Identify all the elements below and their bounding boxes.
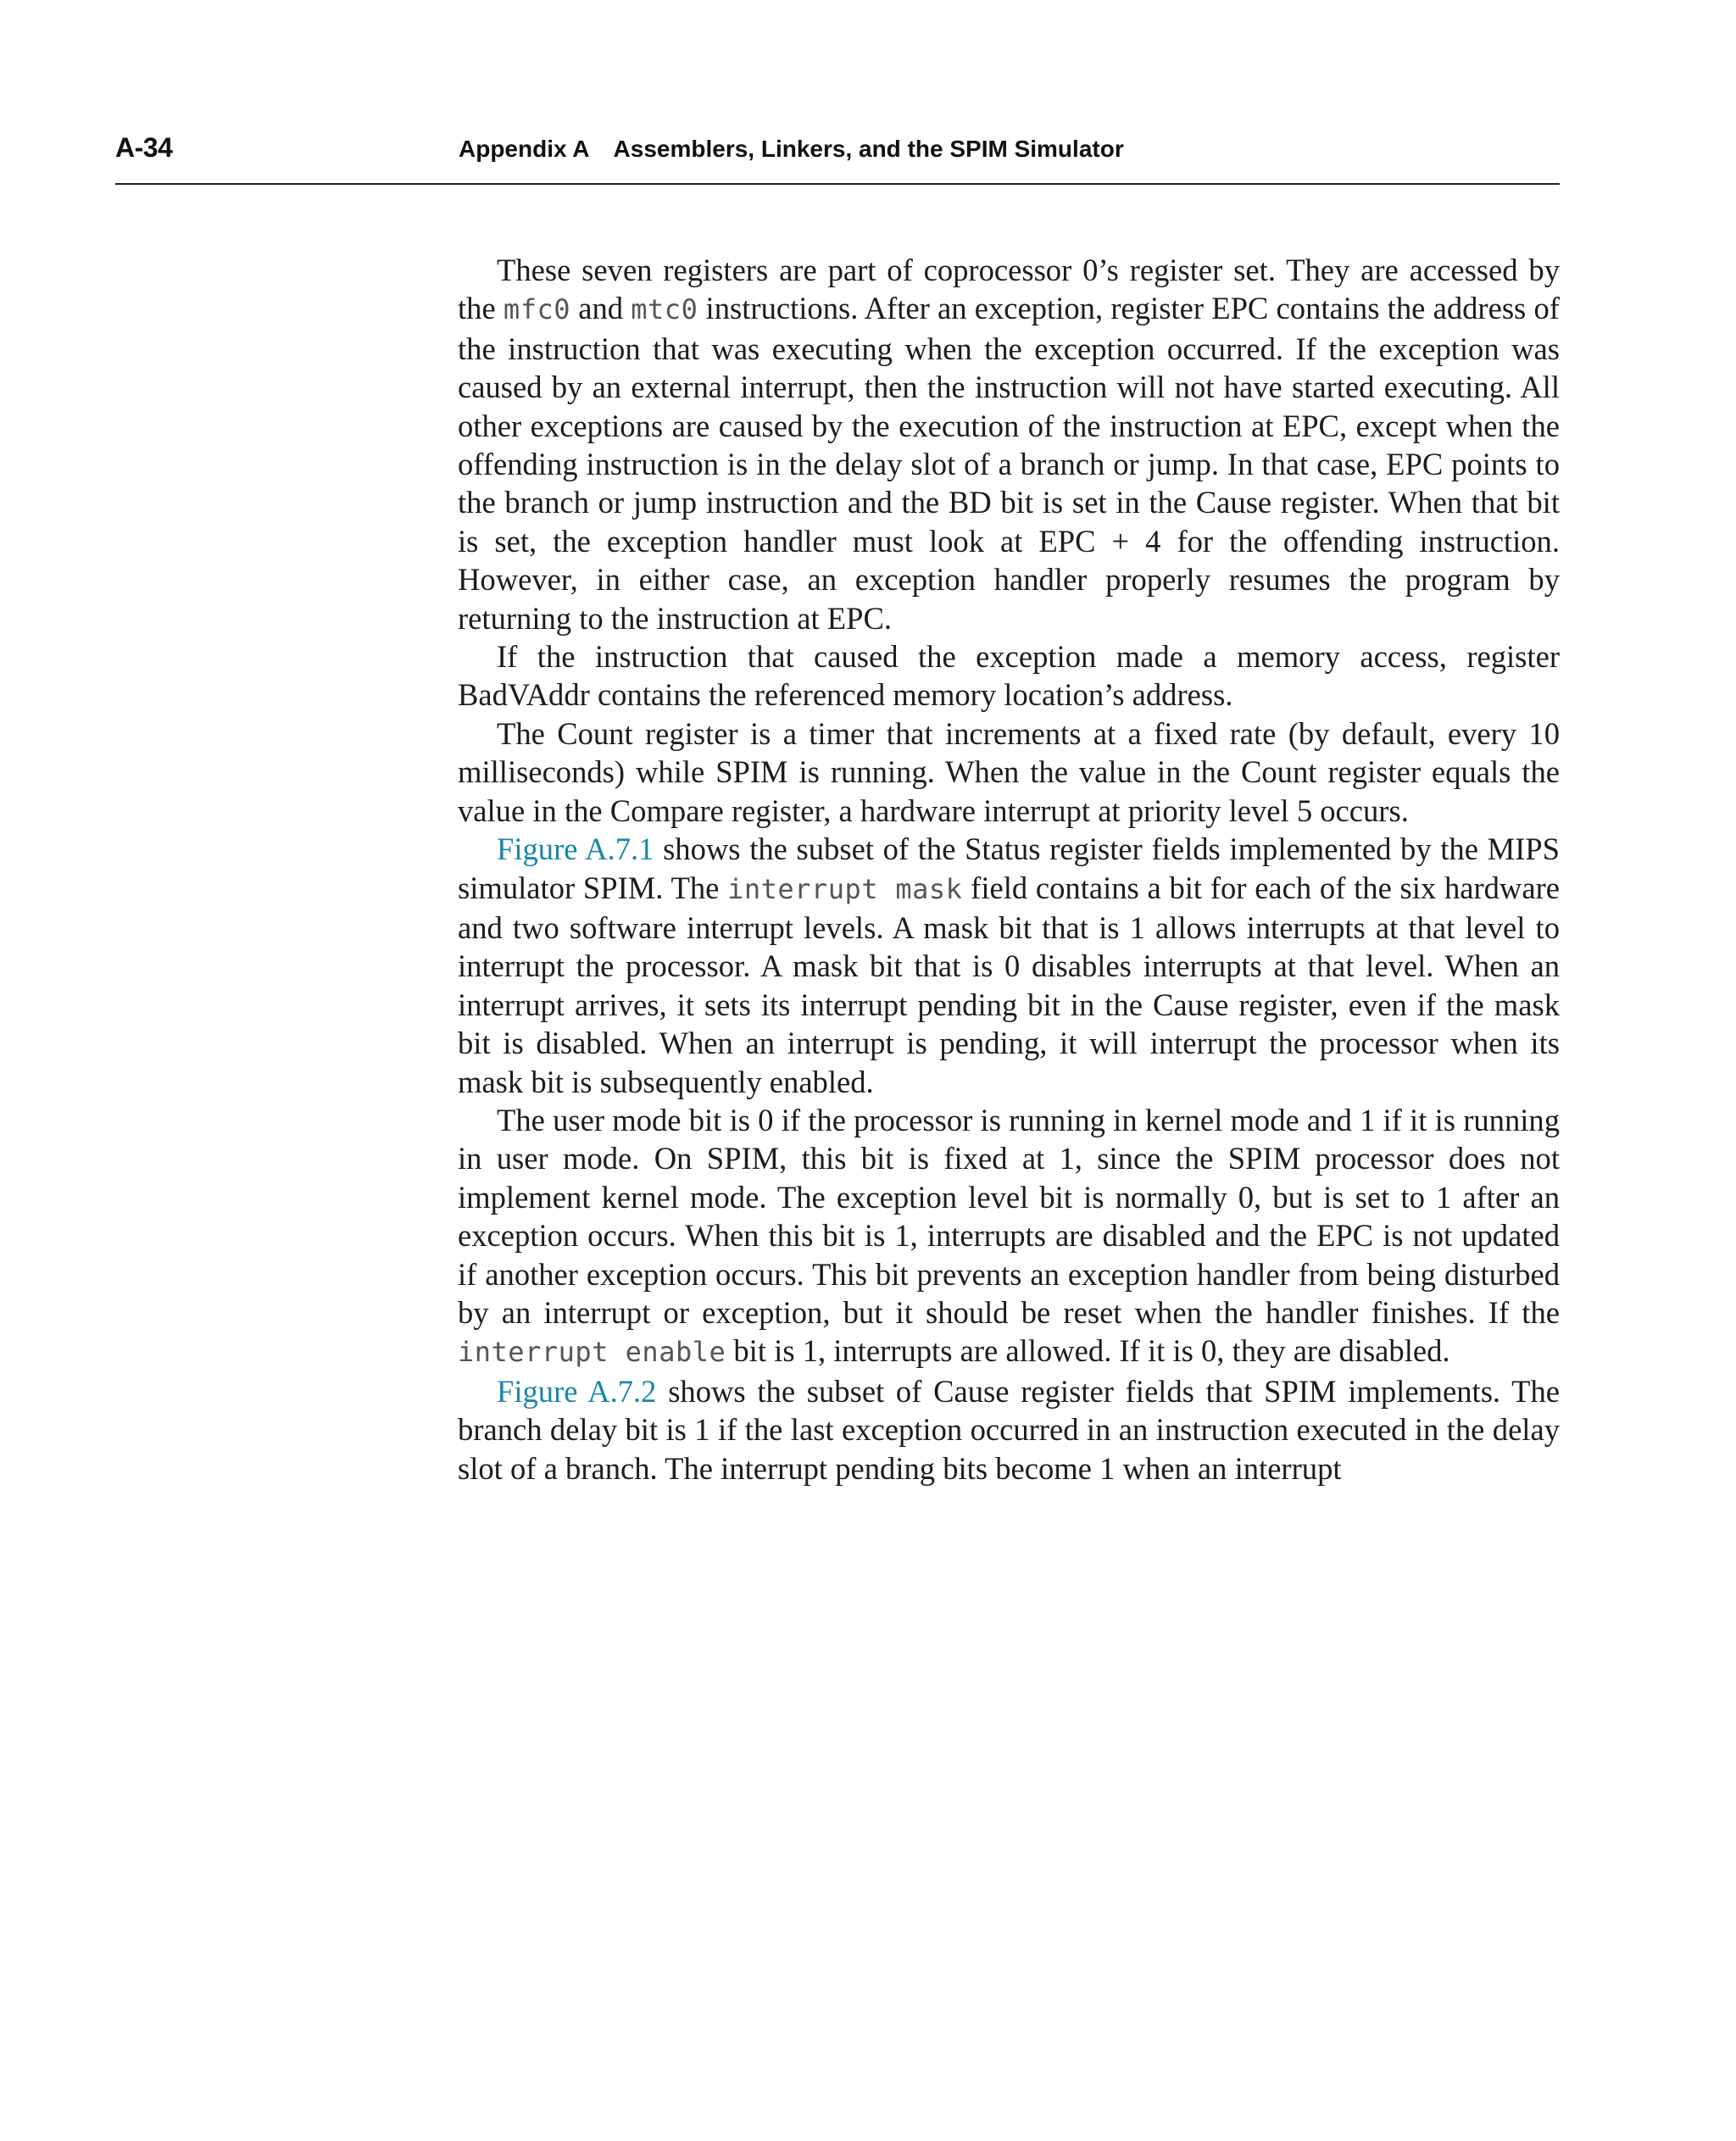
figure-a71-link[interactable]: Figure A.7.1: [497, 831, 654, 867]
page-number: A-34: [115, 132, 173, 163]
text-run: bit is 1, interrupts are allowed. If it is 0, they are disabled.: [726, 1333, 1450, 1369]
code-mtc0: mtc0: [631, 293, 698, 326]
text-run: field contains a bit for each of the six hardware and two software interrupt levels. A mask bit that is 1 allows interrupts at that level to interrupt the processor. A mask bit that is 0 disables interrupts at that level. When an interrupt arrives, it sets its interrupt pending bit in the Cause register, even if the mask bit is disabled. When an interrupt is pending, it will interrupt the processor when its mask bit is subsequently enabled.: [458, 870, 1561, 1099]
text-run: and: [570, 291, 632, 326]
page-header: [115, 127, 1560, 185]
paragraph-1: [458, 251, 1560, 637]
text-run: The user mode bit is 0 if the processor is running in kernel mode and 1 if it is running in user mode. On SPIM, this bit is fixed at 1, since the SPIM processor does not implement kernel mode. The exception level bit is normally 0, but is set to 1 after an exception occurs. When this bit is 1, interrupts are disabled and the EPC is not updated if another exception occurs. This bit prevents an exception handler from being disturbed by an interrupt or exception, but it should be reset when the handler finishes. If the: [458, 1102, 1560, 1330]
running-head: [459, 136, 1124, 163]
paragraph-2: If the instruction that caused the exception made a memory access, register BadVAddr contains the referenced memory location’s address.: [458, 639, 1560, 713]
text-run: shows the subset of the Status register fields implemented by the MIPS simulator SPIM. The: [458, 831, 1560, 905]
text-run: instructions. After an exception, register EPC contains the address of the instruction that was executing when the exception occurred. If the exception was caused by an external interrupt, then the instruction will not have started executing. All other exceptions are caused by the execution of the instruction at EPC, except when the offending instruction is in the delay slot of a branch or jump. In that case, EPC points to the branch or jump instruction and the BD bit is set in the Cause register. When that bit is set, the exception handler must look at EPC + 4 for the offending instruction. However, in either case, an exception handler properly resumes the program by returning to the instruction at EPC.: [458, 291, 1560, 636]
text-run: shows the subset of Cause register fields that SPIM implements. The branch delay bit is 1 if the last exception occurred in an instruction executed in the delay slot of a branch. The interrupt pending bits become 1 when an interrupt: [458, 1373, 1560, 1486]
code-mfc0: mfc0: [503, 293, 570, 326]
code-interrupt-mask: interrupt mask: [727, 872, 963, 905]
text-run: These seven registers are part of coprocessor 0’s register set. They are accessed by the: [458, 253, 1560, 326]
code-interrupt-enable: interrupt enable: [458, 1336, 726, 1369]
chapter-title: Assemblers, Linkers, and the SPIM Simulator: [613, 136, 1124, 162]
paragraph-3: The Count register is a timer that increments at a fixed rate (by default, every 10 milliseconds) while SPIM is running. When the value in the Count register equals the value in the Compare register, a hardware interrupt at priority level 5 occurs.: [458, 715, 1560, 828]
paragraph-6: [458, 1372, 1560, 1488]
paragraph-5: [458, 1101, 1560, 1372]
figure-a72-link[interactable]: Figure A.7.2: [497, 1373, 657, 1409]
body-text: [458, 251, 1560, 1488]
appendix-label: Appendix A: [459, 136, 590, 162]
paragraph-4: [458, 830, 1560, 1101]
